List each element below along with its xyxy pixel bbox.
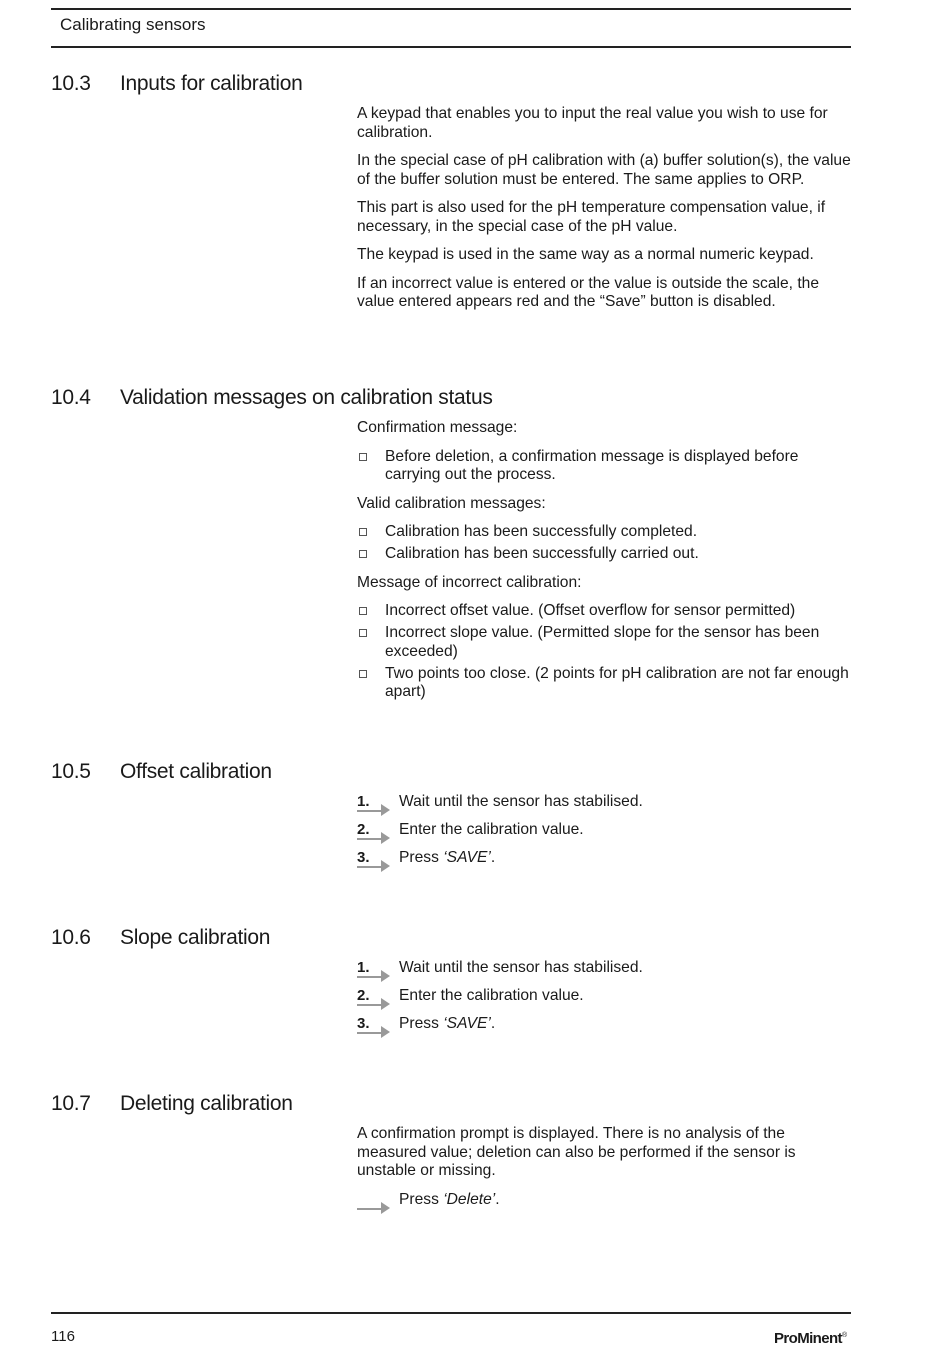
step-number: 2. (357, 987, 370, 1004)
square-bullet-icon (359, 629, 367, 637)
section-body (357, 959, 852, 1043)
step-arrow-icon (357, 1015, 391, 1037)
square-bullet-icon (359, 453, 367, 461)
step-item (357, 793, 852, 821)
footer-rule (51, 1312, 851, 1314)
list-item-text: Before deletion, a confirmation message is displayed before carrying out the process. (385, 447, 799, 483)
registered-mark: ® (841, 1332, 847, 1339)
section-body (357, 419, 852, 712)
key-name: ‘SAVE’ (443, 849, 491, 866)
step-number: 3. (357, 849, 370, 866)
section-heading: Inputs for calibration (120, 72, 303, 95)
step-item (357, 959, 852, 987)
action-list (357, 1191, 852, 1219)
section-heading: Validation messages on calibration status (120, 386, 493, 409)
paragraph: A keypad that enables you to input the real value you wish to use for calibration. (357, 105, 828, 141)
step-item (357, 1015, 852, 1043)
paragraph: The keypad is used in the same way as a normal numeric keypad. (357, 246, 814, 263)
paragraph: If an incorrect value is entered or the value is outside the scale, the value entered appears red and the “Save” button is disabled. (357, 274, 820, 310)
step-list (357, 959, 852, 1043)
section-body (357, 1125, 852, 1219)
step-number: 1. (357, 959, 370, 976)
paragraph: This part is also used for the pH temperature compensation value, if necessary, in the special case of the pH value. (357, 199, 826, 235)
step-text: Wait until the sensor has stabilised. (399, 793, 643, 810)
square-bullet-icon (359, 528, 367, 536)
list-item (357, 545, 852, 564)
list-item (357, 602, 852, 621)
step-item (357, 821, 852, 849)
key-name: ‘Delete’ (443, 1190, 496, 1208)
brand-logo (774, 1330, 847, 1347)
section-heading: Slope calibration (120, 926, 271, 949)
section-number: 10.4 (51, 386, 91, 409)
square-bullet-icon (359, 670, 367, 678)
logo-text: ProMinent (774, 1330, 842, 1347)
action-text: Press (399, 1190, 444, 1208)
section-body (357, 793, 852, 877)
section-heading: Deleting calibration (120, 1092, 293, 1115)
step-arrow-icon (357, 849, 391, 871)
square-bullet-icon (359, 607, 367, 615)
section-body (357, 105, 852, 322)
group-label: Valid calibration messages: (357, 494, 546, 512)
section-number: 10.6 (51, 926, 91, 949)
step-text: Enter the calibration value. (399, 821, 584, 838)
bullet-list (357, 523, 852, 564)
section-number: 10.5 (51, 760, 91, 783)
running-header-title: Calibrating sensors (60, 15, 206, 34)
header-top-rule (51, 8, 851, 10)
key-name: ‘SAVE’ (443, 1015, 491, 1032)
list-item-text: Calibration has been successfully completed. (385, 523, 698, 540)
step-text: Wait until the sensor has stabilised. (399, 959, 643, 976)
step-text: Press (399, 849, 444, 866)
section-heading: Offset calibration (120, 760, 272, 783)
list-item (357, 665, 852, 702)
list-item (357, 624, 852, 661)
step-arrow-icon (357, 959, 391, 981)
paragraph: In the special case of pH calibration with (a) buffer solution(s), the value of the buffer solution must be entered. The same applies to ORP. (357, 152, 851, 188)
section-number: 10.7 (51, 1092, 91, 1115)
step-arrow-icon (357, 793, 391, 815)
step-text-end: . (490, 849, 496, 866)
list-item (357, 448, 852, 485)
step-arrow-icon (357, 987, 391, 1009)
page-number: 116 (51, 1328, 75, 1345)
group-label: Message of incorrect calibration: (357, 573, 582, 591)
action-text-end: . (495, 1190, 500, 1208)
list-item-text: Two points too close. (2 points for pH calibration are not far enough apart) (385, 664, 849, 700)
section-number: 10.3 (51, 72, 91, 95)
action-arrow-icon (357, 1191, 391, 1213)
paragraph: A confirmation prompt is displayed. There is no analysis of the measured value; deletion can also be performed if the sensor is unstable or missing. (357, 1125, 796, 1179)
step-number: 3. (357, 1015, 370, 1032)
step-number: 2. (357, 821, 370, 838)
group-label: Confirmation message: (357, 419, 518, 436)
list-item-text: Incorrect slope value. (Permitted slope for the sensor has been exceeded) (385, 624, 820, 660)
step-arrow-icon (357, 821, 391, 843)
bullet-list (357, 602, 852, 702)
list-item (357, 523, 852, 542)
square-bullet-icon (359, 550, 367, 558)
action-item (357, 1191, 852, 1219)
list-item-text: Calibration has been successfully carried out. (385, 545, 699, 562)
step-item (357, 987, 852, 1015)
header-bottom-rule (51, 46, 851, 48)
step-number: 1. (357, 793, 370, 810)
step-text: Enter the calibration value. (399, 987, 584, 1004)
step-item (357, 849, 852, 877)
bullet-list (357, 448, 852, 485)
step-text-end: . (490, 1015, 496, 1032)
step-list (357, 793, 852, 877)
step-text: Press (399, 1015, 444, 1032)
list-item-text: Incorrect offset value. (Offset overflow for sensor permitted) (385, 602, 796, 619)
